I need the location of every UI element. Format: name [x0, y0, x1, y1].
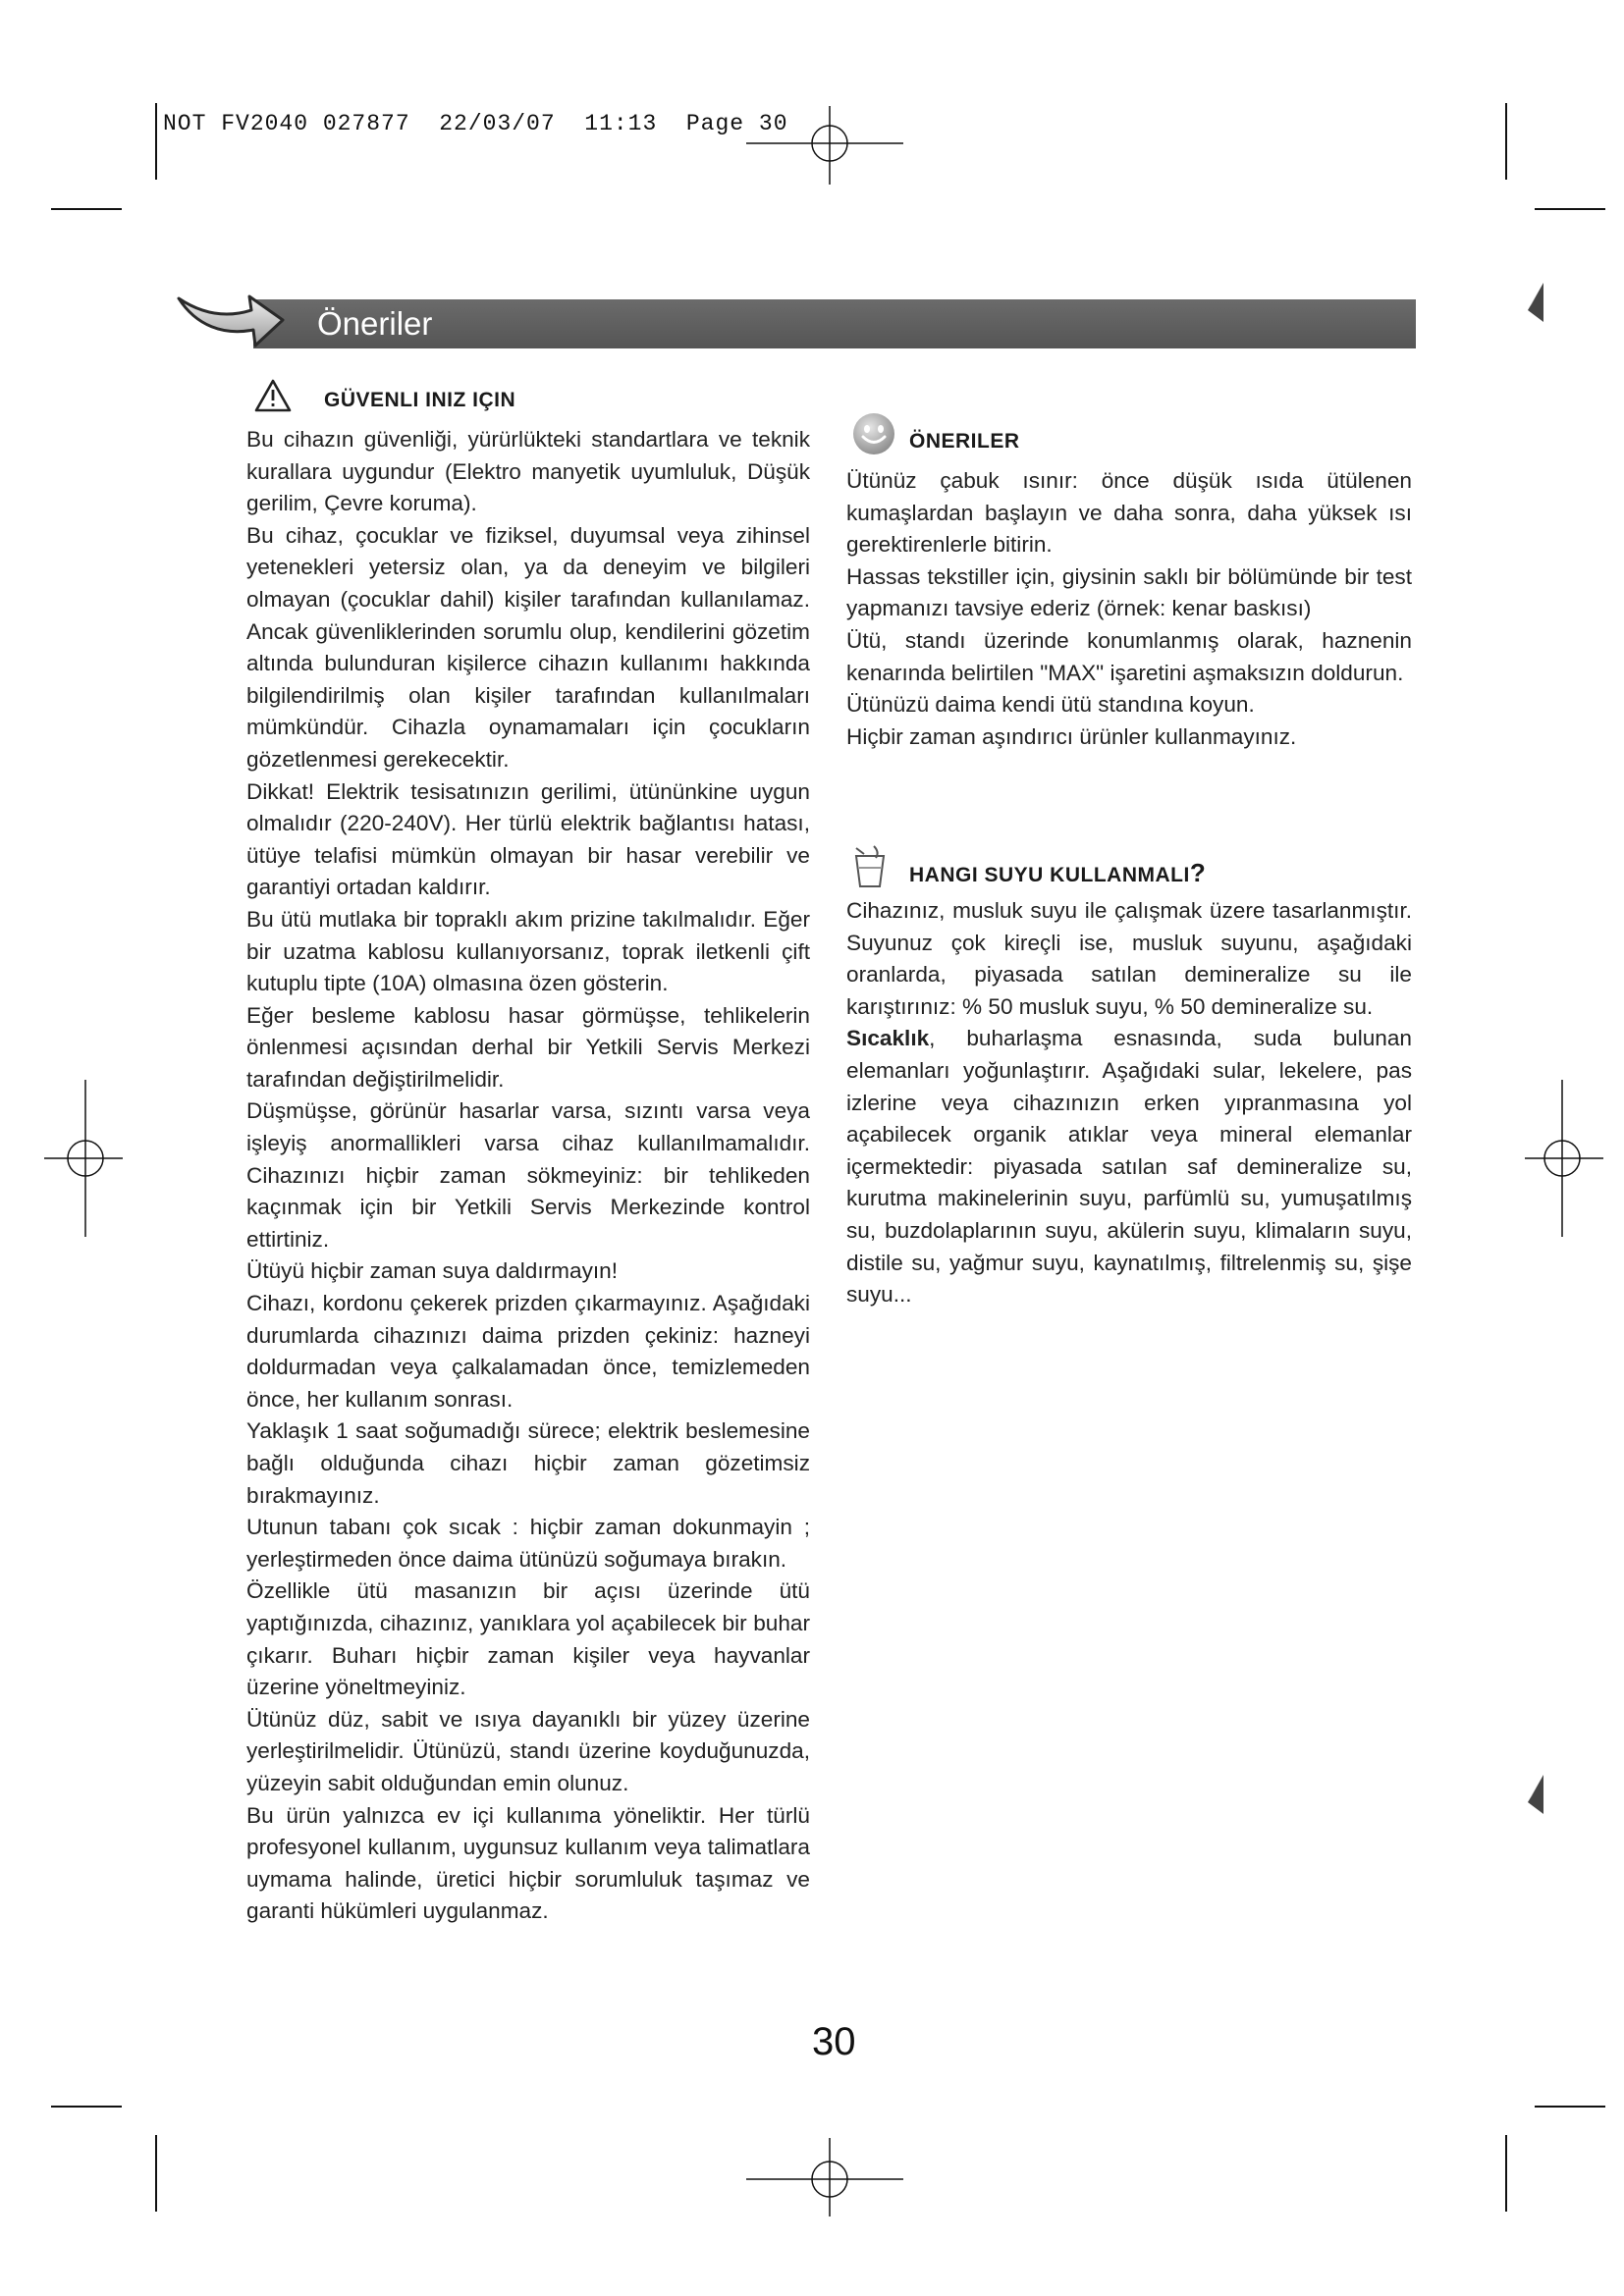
question-mark: ?: [1189, 858, 1207, 887]
paragraph: Özellikle ütü masanızın bir açısı üzerinde ütü yaptığınızda, cihazınız, yanıklara yol açabilecek bir buhar çıkarır. Buharı hiçbir zaman kişiler veya hayvanlar üzerine yöneltmeyiniz.: [246, 1578, 810, 1700]
crop-mark: [155, 2135, 157, 2212]
crop-mark: [1505, 2135, 1507, 2212]
edge-tab-mark-top: [1524, 281, 1547, 324]
warning-triangle-icon: [253, 378, 293, 413]
registration-mark-left: [44, 1080, 123, 1237]
registration-mark-bottom: [746, 2138, 903, 2216]
paragraph: Dikkat! Elektrik tesisatınızın gerilimi, ütününkine uygun olmalıdır (220-240V). Her türlü elektrik bağlantısı hatası, ütüye telafisi mümkün olmayan bir hasar verebilir ve garantiyi ortadan kaldırır.: [246, 778, 810, 900]
paragraph: Düşmüşse, görünür hasarlar varsa, sızıntı varsa veya işleyiş anormallikleri varsa cihaz kullanılmamalıdır. Cihazınızı hiçbir zaman sökmeyiniz: bir tehlikeden kaçınmak için bir Yetkili Servis Merkezinde kontrol ettirtiniz.: [246, 1098, 810, 1252]
paragraph: Eğer besleme kablosu hasar görmüşse, tehlikelerin önlenmesi açısından derhal bir Yetkili Servis Merkezi tarafından değiştirilmelidir.: [246, 1002, 810, 1092]
registration-mark-top: [746, 106, 903, 185]
paragraph: Bu ütü mutlaka bir topraklı akım prizine takılmalıdır. Eğer bir uzatma kablosu kullanıyorsanız, toprak iletkenli çift kutuplu tipte (10A) olmasına özen gösterin.: [246, 906, 810, 996]
right-heading-water: [909, 858, 1206, 888]
crop-mark: [51, 2106, 122, 2108]
crop-mark: [1535, 2106, 1605, 2108]
section-title: Öneriler: [317, 305, 433, 342]
paragraph: Ütünüzü daima kendi ütü standına koyun.: [846, 692, 1255, 718]
crop-mark: [155, 103, 157, 180]
arrow-icon: [173, 275, 291, 353]
print-header: NOT FV2040 027877 22/03/07 11:13 Page 30: [163, 111, 788, 136]
edge-tab-mark-bottom: [1524, 1773, 1547, 1816]
left-heading: GÜVENLI INIZ IÇIN: [324, 389, 516, 411]
paragraph: Ütünüz çabuk ısınır: önce düşük ısıda ütülenen kumaşlardan başlayın ve daha sonra, daha yüksek ısı gerektirenlerle bitirin.: [846, 468, 1412, 558]
registration-mark-right: [1525, 1080, 1603, 1237]
smiley-icon: [850, 410, 897, 457]
right-heading-tips: ÖNERILER: [909, 430, 1020, 453]
paragraph: Bu cihaz, çocuklar ve fiziksel, duyumsal veya zihinsel yetenekleri yetersiz olan, ya da deneyim ve bilgileri olmayan (çocuklar dahil) kişiler tarafından kullanılamaz. Ancak güvenliklerinden sorumlu olup, kendilerini gözetim altında bulunduran kişilerce cihazın kullanımı hakkında bilgilendirilmiş olan kişiler tarafından kullanılmaları mümkündür. Cihazla oynamamaları için çocukların gözetlenmesi gerekecektir.: [246, 522, 810, 772]
paragraph: Ütünüz düz, sabit ve ısıya dayanıklı bir yüzey üzerine yerleştirilmelidir. Ütünüzü, standı üzerine koyduğunuzda, yüzeyin sabit olduğundan emin olunuz.: [246, 1706, 810, 1795]
paragraph: Bu ürün yalnızca ev içi kullanıma yöneliktir. Her türlü profesyonel kullanım, uygunsuz kullanım veya talimatlara uymama halinde, üretici hiçbir sorumluluk taşımaz ve garanti hükümleri uygulanmaz.: [246, 1802, 810, 1924]
right-heading-water-text: HANGI SUYU KULLANMALI: [909, 864, 1190, 886]
crop-mark: [1505, 103, 1507, 180]
paragraph: Bu cihazın güvenliği, yürürlükteki standartlara ve teknik kurallara uygundur (Elektro manyetik uyumluluk, Düşük gerilim, Çevre koruma).: [246, 427, 810, 516]
paragraph: [846, 1023, 1412, 1310]
paragraph-rest: , buharlaşma esnasında, suda bulunan elemanları yoğunlaştırır. Aşağıdaki sular, lekelere, pas izlerine veya cihazınızın erken yıpranmasına yol açabilecek organik atıklar veya mineral elemanlar içermektedir: piyasada satılan saf demineralize su, kurutma makinelerinin suyu, parfümlü su, yumuşatılmış su, buzdolaplarının suyu, akülerin suyu, klimaların suyu, distile su, yağmur suyu, kaynatılmış, filtrelenmiş su, şişe suyu...: [846, 1026, 1412, 1308]
paragraph: Ütüyü hiçbir zaman suya daldırmayın!: [246, 1258, 618, 1284]
crop-mark: [1535, 208, 1605, 210]
paragraph: Cihazı, kordonu çekerek prizden çıkarmayınız. Aşağıdaki durumlarda cihazınızı daima prizden çekiniz: hazneyi doldurmadan veya çalkalamadan önce, temizlemeden önce, her kullanım sonrası.: [246, 1291, 810, 1412]
right-column-tips: [846, 465, 1412, 753]
page-number: 30: [812, 2020, 856, 2063]
left-column: [246, 424, 810, 1928]
paragraph: Cihazınız, musluk suyu ile çalışmak üzere tasarlanmıştır. Suyunuz çok kireçli ise, musluk suyunu, aşağıdaki oranlarda, piyasada satılan demineralize su ile karıştırınız: % 50 musluk suyu, % 50 demineralize su.: [846, 898, 1412, 1019]
crop-mark: [51, 208, 122, 210]
paragraph: Utunun tabanı çok sıcak : hiçbir zaman dokunmayin ; yerleştirmeden önce daima ütünüzü soğumaya bırakın.: [246, 1515, 810, 1572]
paragraph: Yaklaşık 1 saat soğumadığı sürece; elektrik beslemesine bağlı olduğunda cihazı hiçbir zaman gözetimsiz bırakmayınız.: [246, 1418, 810, 1508]
paragraph: Ütü, standı üzerinde konumlanmış olarak, haznenin kenarında belirtilen "MAX" işaretini aşmaksızın doldurun.: [846, 627, 1412, 685]
paragraph: Hiçbir zaman aşındırıcı ürünler kullanmayınız.: [846, 723, 1297, 749]
paragraph: Hassas tekstiller için, giysinin saklı bir bölümünde bir test yapmanızı tavsiye ederiz (örnek: kenar baskısı): [846, 563, 1412, 621]
water-glass-icon: [850, 844, 890, 889]
bold-lead: Sıcaklık: [846, 1026, 930, 1051]
right-column-water: [846, 895, 1412, 1311]
